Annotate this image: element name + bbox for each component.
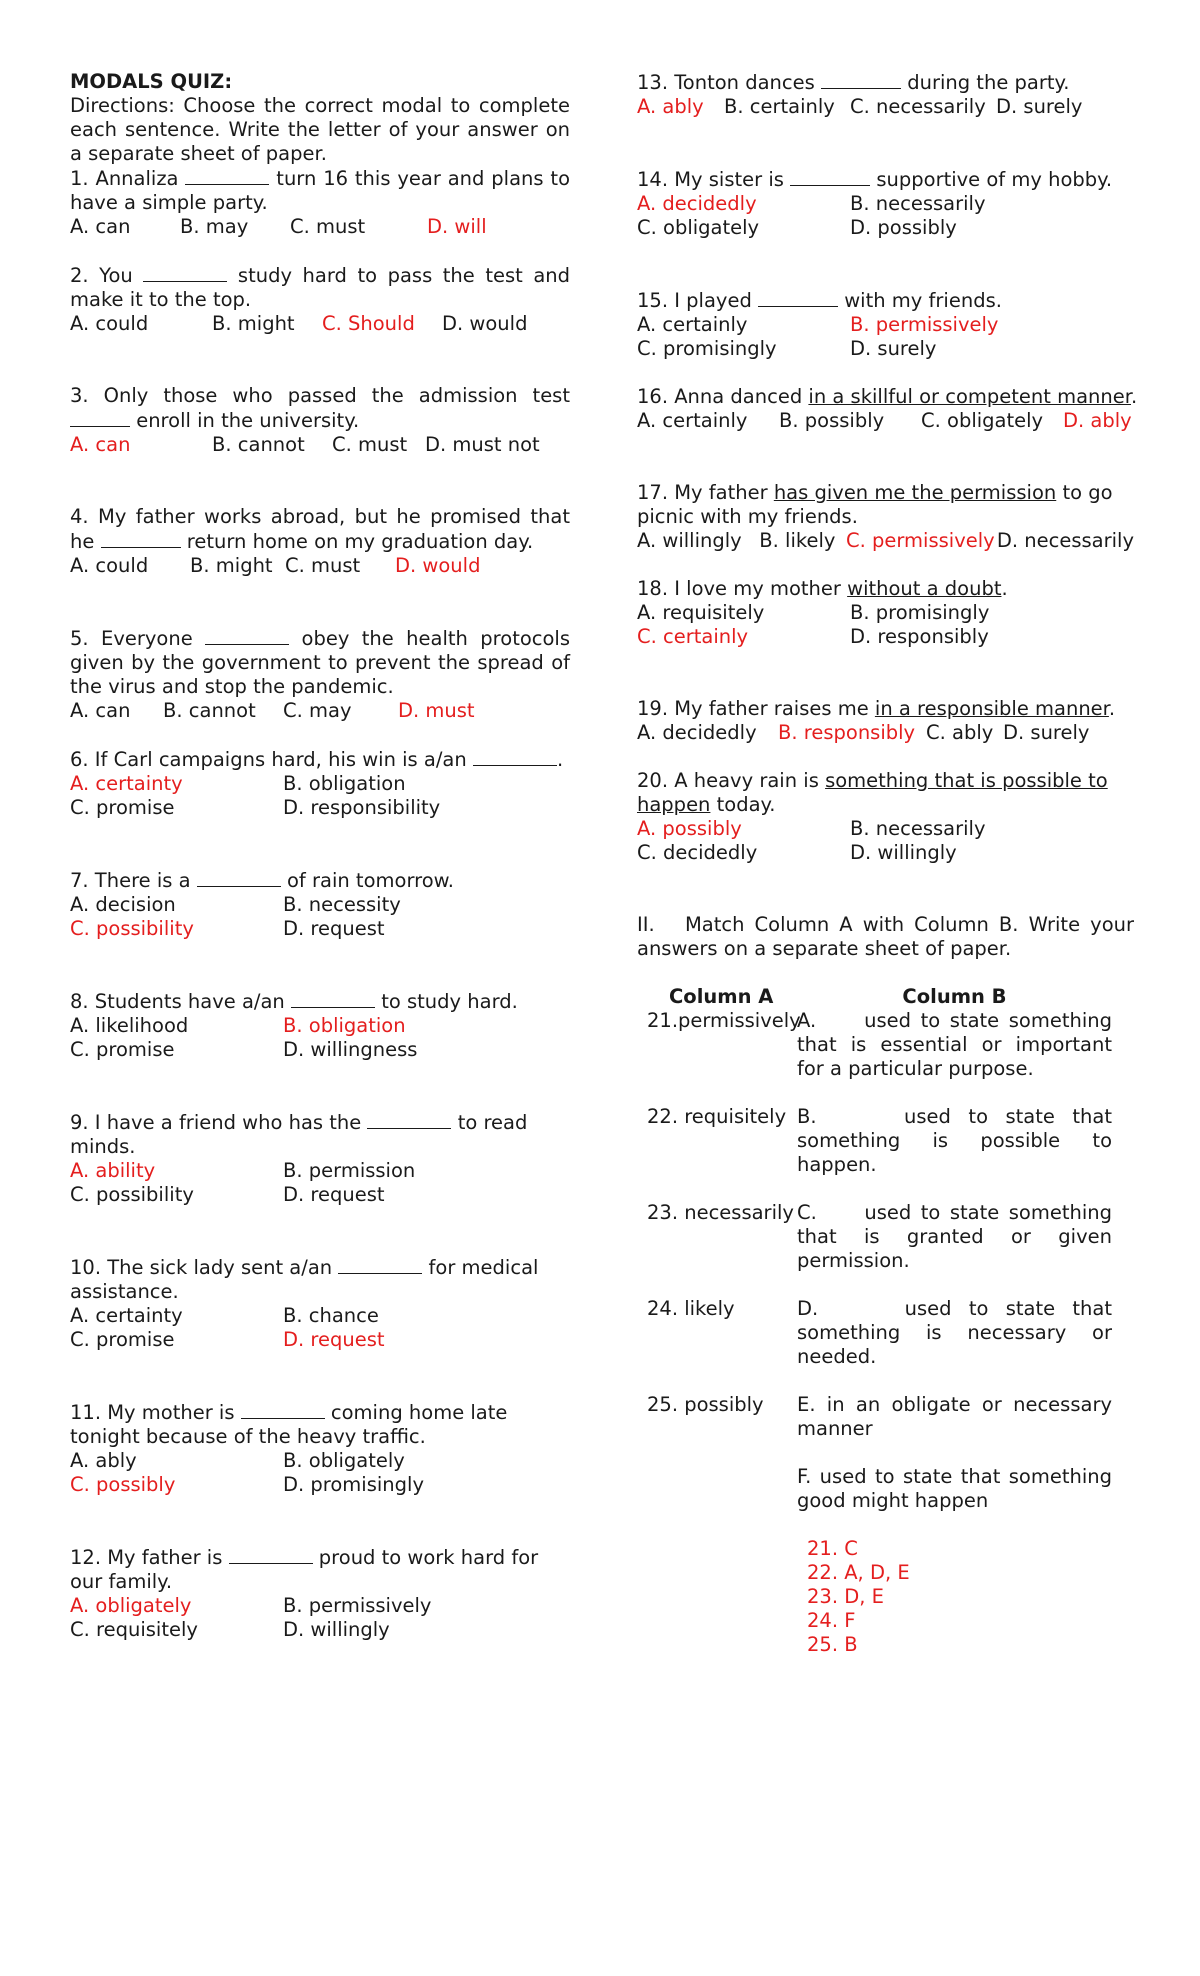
option-c: C. obligately	[921, 409, 1044, 432]
option-a-correct: A. certainty	[70, 772, 183, 795]
answer-key-item: 24. F	[807, 1609, 856, 1632]
underlined-phrase: without a doubt	[847, 577, 1002, 600]
question-text: for medical assistance.	[70, 1256, 539, 1303]
answer-key-item: 21. C	[807, 1537, 858, 1560]
option-c-correct: C. possibly	[70, 1473, 176, 1496]
option-d: D. willingly	[850, 841, 957, 864]
question-text: to go picnic with my friends.	[637, 481, 1113, 528]
column-a-item: 22. requisitely	[647, 1105, 787, 1128]
question-text: 5. Everyone	[70, 627, 193, 650]
question-text: study hard to pass the test and make it to the top.	[70, 264, 571, 311]
question-12	[70, 1545, 570, 1642]
option-a-correct: A. can	[70, 433, 131, 456]
part2-instructions: II. Match Column A with Column B. Write your answers on a separate sheet of paper.	[637, 913, 1141, 960]
match-row	[637, 1105, 1134, 1177]
question-text: of rain tomorrow.	[287, 869, 454, 892]
directions: Directions: Choose the correct modal to complete each sentence. Write the letter of your answer on a separate sheet of paper.	[70, 94, 570, 165]
column-a-item: 24. likely	[647, 1297, 735, 1320]
option-b: B. obligation	[283, 772, 406, 795]
option-a-correct: A. obligately	[70, 1594, 192, 1617]
question-17	[637, 481, 1134, 553]
option-d: D. must not	[425, 433, 540, 456]
underlined-phrase: in a skillful or competent manner	[808, 385, 1131, 408]
question-text: 20. A heavy rain is	[637, 769, 819, 792]
match-row	[637, 1393, 1134, 1441]
option-b: B. necessarily	[850, 817, 986, 840]
question-13	[637, 70, 1134, 119]
answer-blank	[101, 529, 181, 548]
option-d: D. request	[283, 917, 385, 940]
column-a-header: Column A	[669, 985, 774, 1008]
question-text: 19. My father raises me	[637, 697, 869, 720]
match-row	[637, 1297, 1134, 1369]
answer-blank	[367, 1110, 451, 1129]
answer-blank	[473, 747, 557, 766]
option-b: B. possibly	[779, 409, 885, 432]
option-d: D. responsibly	[850, 625, 989, 648]
match-row	[637, 1201, 1134, 1273]
column-b-item: D. used to state that something is necessary or needed.	[797, 1297, 1119, 1368]
column-headers	[637, 985, 1134, 1009]
option-b-correct: B. responsibly	[778, 721, 916, 744]
question-text: 14. My sister is	[637, 168, 784, 191]
option-a-correct: A. decidedly	[637, 192, 757, 215]
option-d: D. would	[442, 312, 528, 335]
question-19	[637, 697, 1134, 745]
option-a: A. can	[70, 699, 131, 722]
question-10	[70, 1255, 570, 1352]
column-b-item: C. used to state something that is granted or given permission.	[797, 1201, 1119, 1272]
option-c: C. decidedly	[637, 841, 758, 864]
option-a: A. could	[70, 312, 149, 335]
option-b: B. cannot	[163, 699, 256, 722]
option-d: D. willingly	[283, 1618, 390, 1641]
question-text: enroll in the university.	[136, 409, 360, 432]
option-b: B. likely	[759, 529, 836, 552]
answer-blank	[70, 408, 130, 427]
option-a: A. ably	[70, 1449, 137, 1472]
question-15	[637, 288, 1134, 361]
option-a: A. likelihood	[70, 1014, 189, 1037]
question-2	[70, 263, 570, 336]
answer-blank	[143, 263, 227, 282]
question-16	[637, 385, 1138, 433]
option-a: A. requisitely	[637, 601, 765, 624]
option-c: C. must	[285, 554, 361, 577]
option-a: A. certainly	[637, 313, 748, 336]
column-a-item	[637, 1465, 797, 1513]
question-text: 17. My father	[637, 481, 768, 504]
option-c: C. necessarily	[850, 95, 986, 118]
option-b: B. might	[212, 312, 295, 335]
option-c: C. ably	[926, 721, 994, 744]
answer-blank	[185, 166, 269, 185]
question-text: 11. My mother is	[70, 1401, 235, 1424]
question-text: .	[1001, 577, 1008, 600]
answer-blank	[205, 626, 289, 645]
question-text: 8. Students have a/an	[70, 990, 285, 1013]
question-text: 16. Anna danced	[637, 385, 803, 408]
question-text: .	[1108, 697, 1116, 720]
question-text: 12. My father is	[70, 1546, 223, 1569]
left-column	[70, 70, 570, 1642]
option-d: D. necessarily	[996, 529, 1134, 552]
answer-blank	[821, 70, 901, 89]
option-b: B. certainly	[724, 95, 835, 118]
question-5	[70, 626, 570, 723]
column-a-item: 21.permissively	[647, 1009, 801, 1032]
question-9	[70, 1110, 570, 1207]
answer-blank	[790, 167, 870, 186]
option-b: B. necessity	[283, 893, 401, 916]
answer-key-item: 23. D, E	[807, 1585, 884, 1608]
answer-key-item: 22. A, D, E	[807, 1561, 910, 1584]
answer-blank	[197, 868, 281, 887]
option-c: C. may	[283, 699, 352, 722]
option-d: D. willingness	[283, 1038, 418, 1061]
option-b: B. necessarily	[850, 192, 986, 215]
option-c: C. must	[332, 433, 408, 456]
question-text: with my friends.	[844, 289, 1002, 312]
column-b-item: F. used to state that something good might happen	[797, 1465, 1112, 1512]
option-a: A. decision	[70, 893, 176, 916]
option-d-correct: D. will	[427, 215, 487, 238]
option-b: B. promisingly	[850, 601, 990, 624]
option-a: A. could	[70, 554, 149, 577]
question-7	[70, 868, 570, 941]
option-d: D. possibly	[850, 216, 957, 239]
underlined-phrase: in a responsible manner	[874, 697, 1109, 720]
question-text: 10. The sick lady sent a/an	[70, 1256, 333, 1279]
column-a-item: 25. possibly	[647, 1393, 764, 1416]
option-d: D. responsibility	[283, 796, 441, 819]
quiz-title: MODALS QUIZ:	[70, 70, 233, 93]
option-c: C. must	[290, 215, 366, 238]
option-d: D. request	[283, 1183, 385, 1206]
option-d: D. promisingly	[283, 1473, 424, 1496]
match-row	[637, 1465, 1134, 1513]
question-text: 9. I have a friend who has the	[70, 1111, 362, 1134]
option-a-correct: A. possibly	[637, 817, 742, 840]
option-d-correct: D. must	[398, 699, 475, 722]
column-b-item: A. used to state something that is essential or important for a particular purpose.	[797, 1009, 1119, 1080]
option-c: C. promisingly	[637, 337, 777, 360]
question-text: coming home late tonight because of the heavy traffic.	[70, 1401, 508, 1448]
option-c-correct: C. permissively	[846, 529, 995, 552]
option-d: D. surely	[996, 95, 1083, 118]
question-text: to study hard.	[381, 990, 518, 1013]
column-b-item: B. used to state that something is possible to happen.	[797, 1105, 1119, 1176]
question-text: .	[1130, 385, 1138, 408]
option-a: A. willingly	[637, 529, 742, 552]
option-b: B. permissively	[283, 1594, 432, 1617]
option-b-correct: B. permissively	[850, 313, 999, 336]
option-a: A. certainly	[637, 409, 748, 432]
option-a: A. decidedly	[637, 721, 757, 744]
answer-blank	[758, 288, 838, 307]
option-c-correct: C. Should	[322, 312, 415, 335]
question-text: during the party.	[907, 71, 1070, 94]
answer-blank	[291, 989, 375, 1008]
match-row	[637, 1009, 1134, 1081]
option-b: B. obligately	[283, 1449, 405, 1472]
question-14	[637, 167, 1134, 240]
question-text: 3. Only those who passed the admission test	[70, 384, 570, 407]
question-text: supportive of my hobby.	[876, 168, 1113, 191]
option-b: B. may	[180, 215, 249, 238]
question-text: today.	[716, 793, 776, 816]
question-18	[637, 577, 1134, 649]
option-d-correct: D. ably	[1063, 409, 1132, 432]
option-a: A. certainty	[70, 1304, 183, 1327]
option-c: C. promise	[70, 796, 175, 819]
option-b: B. permission	[283, 1159, 416, 1182]
question-text: 7. There is a	[70, 869, 191, 892]
option-c: C. promise	[70, 1328, 175, 1351]
option-c: C. promise	[70, 1038, 175, 1061]
option-b-correct: B. obligation	[283, 1014, 406, 1037]
option-b: B. cannot	[212, 433, 305, 456]
question-4	[70, 505, 570, 578]
option-d: D. surely	[1003, 721, 1090, 744]
question-text: return home on my graduation day.	[186, 530, 534, 553]
option-c-correct: C. certainly	[637, 625, 749, 648]
option-c: C. possibility	[70, 1183, 194, 1206]
question-text: 4. My father works abroad, but he promised that he	[70, 505, 570, 553]
question-text: obey the health protocols given by the government to prevent the spread of the virus and stop the pandemic.	[70, 627, 571, 698]
option-d: D. surely	[850, 337, 937, 360]
option-d-correct: D. would	[395, 554, 481, 577]
option-c-correct: C. possibility	[70, 917, 194, 940]
question-8	[70, 989, 570, 1062]
question-text: proud to work hard for our family.	[70, 1546, 539, 1593]
answer-key-item: 25. B	[807, 1633, 858, 1656]
column-a-item: 23. necessarily	[647, 1201, 794, 1224]
column-b-item: E. in an obligate or necessary manner	[797, 1393, 1112, 1440]
question-1	[70, 166, 570, 239]
answer-blank	[338, 1255, 422, 1274]
option-a-correct: A. ably	[637, 95, 704, 118]
underlined-phrase: something that is possible to happen	[637, 769, 1108, 816]
question-11	[70, 1400, 570, 1497]
question-text: 2. You	[70, 264, 133, 287]
question-text: 18. I love my mother	[637, 577, 841, 600]
question-text: turn 16 this year and plans to have a simple party.	[70, 167, 571, 214]
option-b: B. chance	[283, 1304, 379, 1327]
question-text: 1. Annaliza	[70, 167, 179, 190]
answer-blank	[241, 1400, 325, 1419]
option-d-correct: D. request	[283, 1328, 385, 1351]
question-6	[70, 747, 570, 820]
question-text: 15. I played	[637, 289, 752, 312]
right-column	[637, 70, 1141, 1657]
option-a-correct: A. ability	[70, 1159, 156, 1182]
question-text: to read minds.	[70, 1111, 528, 1158]
option-b: B. might	[190, 554, 273, 577]
answer-key	[807, 1537, 1134, 1657]
question-text: .	[556, 748, 564, 771]
question-text: 6. If Carl campaigns hard, his win is a/an	[70, 748, 467, 771]
column-b-header: Column B	[902, 985, 1007, 1008]
underlined-phrase: has given me the permission	[773, 481, 1057, 504]
option-a: A. can	[70, 215, 131, 238]
question-3	[70, 384, 570, 457]
option-c: C. requisitely	[70, 1618, 198, 1641]
option-c: C. obligately	[637, 216, 760, 239]
question-text: 13. Tonton dances	[637, 71, 815, 94]
question-20	[637, 769, 1134, 865]
answer-blank	[229, 1545, 313, 1564]
